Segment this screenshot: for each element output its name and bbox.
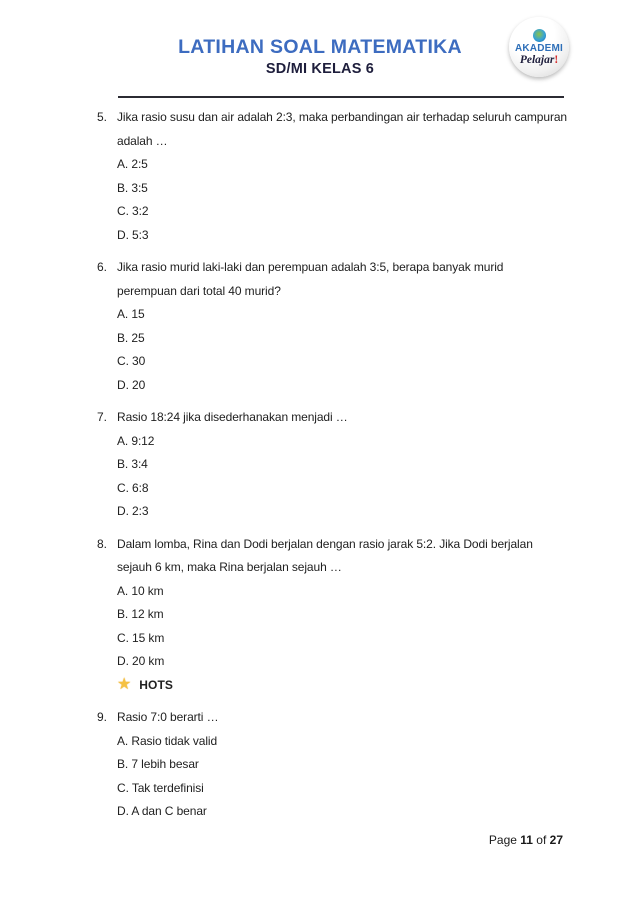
question-number: 7. [97,410,107,424]
answer-option-a: A. 10 km [117,583,164,598]
question-item-7 [97,406,577,524]
answer-option-a: A. 15 [117,307,145,321]
globe-icon [533,29,546,42]
question-text-line: Jika rasio susu dan air adalah 2:3, maka perbandingan air terhadap seluruh campuran [117,110,567,124]
header [0,0,640,77]
answer-option-c: C. 30 [117,354,146,368]
question-body [117,406,577,524]
page-footer [489,833,563,847]
question-item-8 [97,533,577,698]
footer-total-pages: 27 [549,833,563,847]
answer-option-b: B. 7 lebih besar [117,757,199,771]
worksheet-title: LATIHAN SOAL MATEMATIKA [178,36,462,58]
answer-option-c: C. 15 km [117,630,165,645]
question-number: 6. [97,260,107,274]
question-text-line: perempuan dari total 40 murid? [117,283,281,298]
answer-option-a: A. 9:12 [117,433,155,448]
answer-option-d: D. 2:3 [117,504,149,518]
answer-option-c: C. 6:8 [117,480,149,495]
question-text-line: Rasio 7:0 berarti … [117,710,219,724]
answer-option-b: B. 12 km [117,607,164,621]
logo-badge [509,17,569,77]
question-text-line: Dalam lomba, Rina dan Dodi berjalan dengan rasio jarak 5:2. Jika Dodi berjalan [117,536,533,551]
answer-option-d: D. 20 km [117,654,165,668]
question-number: 5. [97,110,107,124]
question-text-line: adalah … [117,133,168,148]
hots-badge [117,674,577,698]
question-item-6 [97,256,577,397]
question-text-line: Jika rasio murid laki-laki dan perempuan adalah 3:5, berapa banyak murid [117,260,504,274]
answer-option-a: A. Rasio tidak valid [117,733,218,748]
footer-middle: of [532,833,550,847]
answer-option-b: B. 3:5 [117,180,148,195]
answer-option-d: D. 5:3 [117,227,149,242]
question-text-line: Rasio 18:24 jika disederhanakan menjadi … [117,410,348,424]
answer-option-b: B. 3:4 [117,457,148,471]
answer-option-d: D. 20 [117,377,146,392]
question-body [117,256,577,397]
question-item-9 [97,706,577,824]
worksheet-subtitle: SD/MI KELAS 6 [265,61,375,78]
logo-tagline-text: Pelajar [519,53,555,66]
question-body [117,533,577,698]
question-body [117,706,577,824]
hots-label: HOTS [139,677,173,692]
answer-option-b: B. 25 [117,330,145,345]
header-divider [118,96,564,98]
logo-tagline [520,54,558,66]
question-text-line: sejauh 6 km, maka Rina berjalan sejauh … [117,560,342,574]
star-icon: ★ [117,676,132,694]
questions-list [97,106,577,833]
footer-page-number: 11 [520,833,533,847]
question-number: 8. [97,536,107,551]
answer-option-a: A. 2:5 [117,157,148,171]
answer-option-d: D. A dan C benar [117,804,207,818]
logo-tagline-exclamation: ! [554,53,559,66]
answer-option-c: C. Tak terdefinisi [117,780,204,795]
answer-option-c: C. 3:2 [117,204,149,218]
question-item-5 [97,106,577,247]
question-number: 9. [97,710,107,724]
question-body [117,106,577,247]
footer-prefix: Page [488,833,521,847]
logo-name: AKADEMI [514,42,564,54]
